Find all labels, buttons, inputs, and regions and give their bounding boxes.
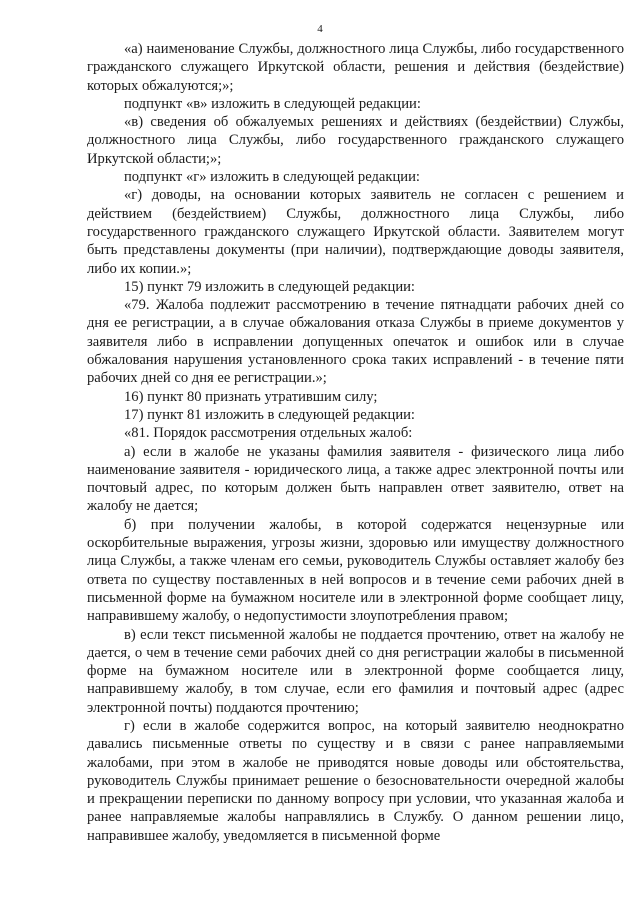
paragraph-clause-79: «79. Жалоба подлежит рассмотрению в течение пятнадцати рабочих дней со дня ее регистрации, а в случае обжалования отказа Службы в приеме документов у заявителя либо в исправлении допущенных опечаток и ошибок или в случае обжалования нарушения установленного срока таких исправлений - в течение пяти рабочих дней со дня ее регистрации.»; [87,297,624,387]
paragraph-clause-81-g: г) если в жалобе содержится вопрос, на который заявителю неоднократно давались письменные ответы по существу и в связи с ранее направляемыми жалобами, при этом в жалобе не приводятся новые доводы или обстоятельства, руководитель Службы принимает решение о безосновательности очередной жалобы и прекращении переписки по данному вопросу при условии, что указанная жалоба и ранее направляемые жалобы направлялись в Службу. О данном решении лицо, направившее жалобу, уведомляется в письменной форме [87,717,624,844]
paragraph-item-v-text: «в) сведения об обжалуемых решениях и действиях (бездействии) Службы, должностного лица Службы, либо государственного гражданского служащего Иркутской области;»; [87,114,624,167]
paragraph-item-a-name: «а) наименование Службы, должностного лица Службы, либо государственного гражданского служащего Иркутской области, решения и действия (бездействие) которых обжалуются;»; [87,41,624,94]
paragraph-point-17: 17) пункт 81 изложить в следующей редакции: [124,406,415,423]
page-number: 4 [317,23,323,35]
paragraph-clause-81-b: б) при получении жалобы, в которой содержатся нецензурные или оскорбительные выражения, угрозы жизни, здоровью или имуществу должностного лица Службы, а также членам его семьи, руководитель Службы оставляет жалобу без ответа по существу поставленных в ней вопросов и в течение семи рабочих дней в письменной форме на бумажном носителе или в электронной форме сообщает лицу, направившему жалобу, о недопустимости злоупотребления правом; [87,516,624,625]
paragraph-point-15: 15) пункт 79 изложить в следующей редакции: [124,278,415,295]
paragraph-clause-81-title: «81. Порядок рассмотрения отдельных жалоб: [124,425,413,442]
paragraph-subitem-g-instruction: подпункт «г» изложить в следующей редакции: [124,169,420,186]
paragraph-subitem-v-instruction: подпункт «в» изложить в следующей редакции: [124,95,421,112]
paragraph-clause-81-v: в) если текст письменной жалобы не поддается прочтению, ответ на жалобу не дается, о чем в течение семи рабочих дней со дня регистрации жалобы в письменной форме на бумажном носителе или в электронной форме сообщается лицу, направившему жалобу, в том случае, если его фамилия и почтовый адрес (адрес электронной почты) поддаются прочтению; [87,626,624,716]
paragraph-clause-81-a: а) если в жалобе не указаны фамилия заявителя - физического лица либо наименование заявителя - юридического лица, а также адрес электронной почты или почтовый адрес, по которым должен быть направлен ответ заявителю, ответ на жалобу не дается; [87,443,624,515]
paragraph-point-16: 16) пункт 80 признать утратившим силу; [124,388,378,405]
paragraph-item-g-text: «г) доводы, на основании которых заявитель не согласен с решением и действием (бездействием) Службы, должностного лица Службы, либо государственного гражданского служащего Иркутской области. Заявителем могут быть представлены документы (при наличии), подтверждающие доводы заявителя, либо их копии.»; [87,187,624,277]
document-body [87,40,624,845]
